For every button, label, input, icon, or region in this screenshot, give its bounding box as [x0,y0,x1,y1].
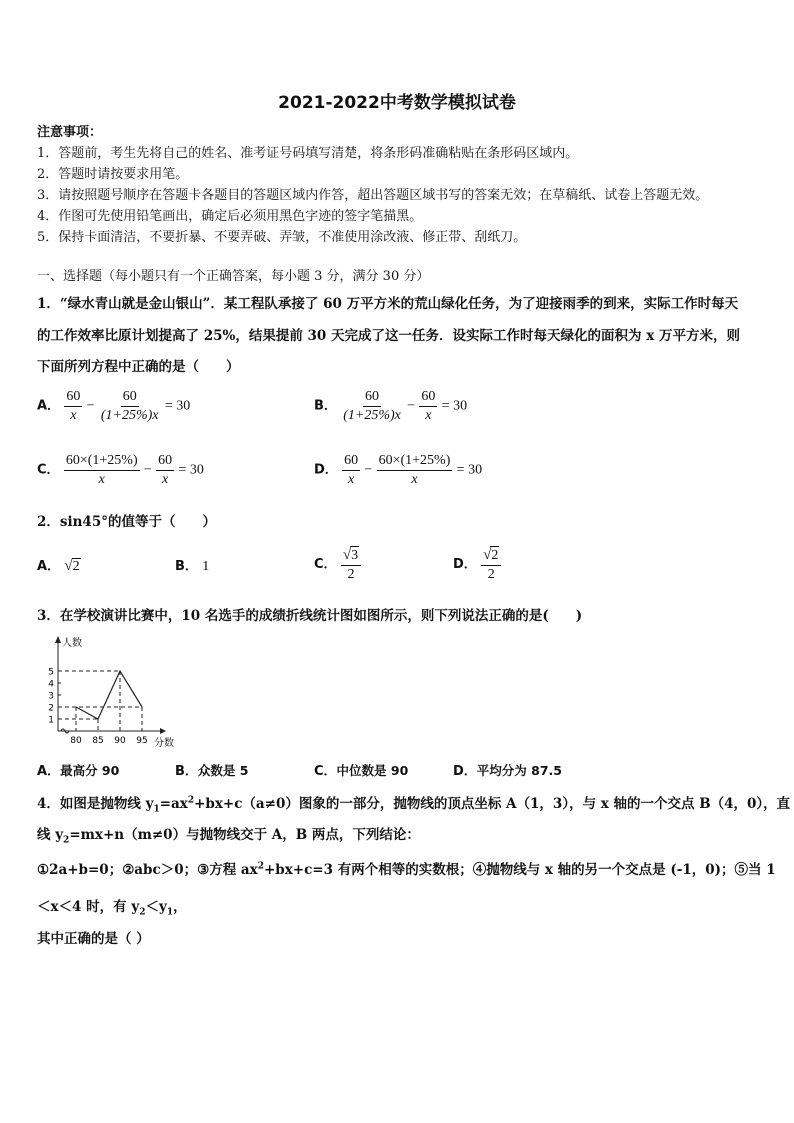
minus-sign: − [86,398,95,414]
option-label: B． [314,398,337,414]
page-title: 2021-2022中考数学模拟试卷 [278,93,516,113]
x-axis-arrow [160,728,166,734]
q4-line-4: ＜x＜4 时，有 $y_2<y_1$， [37,899,187,918]
x-tick-label: 90 [114,736,126,746]
y-tick-label: 2 [48,703,54,714]
q1-line-2: 的工作效率比原计划提高了 25%，结果提前 30 天完成了这一任务．设实际工作时每天绿化的面积为 x 万平方米，则 [37,328,740,344]
y-tick-label: 3 [48,691,54,702]
option-label: A． [37,398,61,414]
q1-line-3: 下面所列方程中正确的是（ ） [37,359,240,375]
q2-option-b[interactable] [175,555,209,575]
x-axis-label: 分数 [154,738,174,749]
option-label: A． [37,764,61,779]
option-label: C． [314,557,337,573]
y-axis-label: 人数 [62,638,82,649]
score-line-chart [40,633,190,751]
fraction: $\frac{60}{x}$ [344,453,359,487]
y-axis-arrow [55,636,61,643]
equation-rhs: = 30 [164,398,191,414]
q1-option-a[interactable] [37,388,190,424]
option-text: 最高分 90 [60,763,120,778]
option-text: 众数是 5 [197,763,249,778]
notice-item-1: 1．答题前，考生先将自己的姓名、准考证号码填写清楚，将条形码准确粘贴在条形码区域内。 [37,146,579,161]
option-text: 中位数是 90 [336,763,409,778]
fraction: $\frac{√3}{2}$ [341,546,361,583]
option-label: A． [37,559,61,574]
x-tick-label: 85 [92,736,104,746]
option-label: B． [175,559,198,574]
q2-stem: 2．sin45°的值等于（ ） [37,514,216,530]
x-tick-label: 95 [136,736,148,746]
fraction: $\frac{√2}{2}$ [481,546,501,583]
q2-option-c[interactable] [314,546,361,583]
fraction: $\frac{60}{(1+25\%)x}$ [100,389,159,423]
option-label: C． [314,764,337,779]
notice-item-5: 5．保持卡面清洁，不要折暴、不要弄破、弄皱，不准使用涂改液、修正带、刮纸刀。 [37,230,527,245]
q3-stem: 3．在学校演讲比赛中，10 名选手的成绩折线统计图如图所示，则下列说法正确的是( ) [37,608,583,624]
q3-option-c[interactable] [314,760,408,779]
q3-option-b[interactable] [175,760,248,779]
option-value: 1 [202,559,210,574]
option-label: D． [453,764,477,779]
chart-plot [48,636,166,746]
q1-option-c[interactable] [37,452,204,488]
fraction: $\frac{60\times(1+25\%)}{x}$ [378,453,451,487]
notice-item-2: 2．答题时请按要求用笔。 [37,167,189,182]
q4-line-2: 线 $y_2=mx+n(m\ne 0)$与抛物线交于 A，B 两点，下列结论： [37,827,420,846]
q1-line-1: 1．“绿水青山就是金山银山”．某工程队承接了 60 万平方米的荒山绿化任务，为了迎接雨季的到来，实际工作时每天 [37,296,739,312]
q2-option-d[interactable] [453,546,501,583]
series-line [76,671,142,719]
option-label: D． [453,557,477,573]
fraction: $\frac{60}{x}$ [158,453,173,487]
x-tick-label: 80 [70,736,82,746]
q4-line-3: ①2a+b=0；②abc＞0；③方程 $ax^2+bx+c=3$ 有两个相等的实数根；④抛物线与 x 轴的另一个交点是 (-1，0)；⑤当 1 [37,861,776,878]
y-tick-label: 1 [48,715,54,726]
q2-option-a[interactable] [37,555,81,575]
q1-option-b[interactable] [314,388,467,424]
fraction: $\frac{60}{x}$ [66,389,81,423]
option-text: 平均分为 87.5 [476,763,562,778]
notice-item-3: 3．请按照题号顺序在答题卡各题目的答题区域内作答，超出答题区域书写的答案无效；在草稿纸、试卷上答题无效。 [37,188,709,203]
minus-sign: − [407,398,416,414]
option-label: D． [314,462,338,478]
q4-line-1: 4．如图是抛物线 $y_1=ax^2+bx+c(a\ne 0)$图象的一部分，抛物线的顶点坐标 A（1，3），与 x 轴的一个交点 B（4，0），直 [37,795,791,815]
equation-rhs: = 30 [456,462,483,478]
option-label: C． [37,462,60,478]
equation-rhs: = 30 [441,398,468,414]
fraction: $\frac{60}{(1+25\%)x}$ [343,389,401,423]
fraction: $\frac{60\times(1+25\%)}{x}$ [65,453,138,487]
notice-item-4: 4．作图可先使用铅笔画出，确定后必须用黑色字迹的签字笔描黑。 [37,209,423,224]
q3-option-a[interactable] [37,760,119,779]
q4-line-5: 其中正确的是（ ） [37,931,150,947]
section-heading: 一、选择题（每小题只有一个正确答案，每小题 3 分，满分 30 分） [37,269,430,284]
minus-sign: − [143,462,152,478]
y-tick-label: 5 [48,667,54,678]
notice-heading: 注意事项： [37,125,103,140]
fraction: $\frac{60}{x}$ [421,389,436,423]
equation-rhs: = 30 [178,462,204,478]
y-tick-label: 4 [48,679,54,690]
q1-option-d[interactable] [314,452,482,488]
sqrt-expression: √2 [64,558,80,574]
option-label: B． [175,764,198,779]
minus-sign: − [364,462,373,478]
q3-option-d[interactable] [453,760,562,779]
